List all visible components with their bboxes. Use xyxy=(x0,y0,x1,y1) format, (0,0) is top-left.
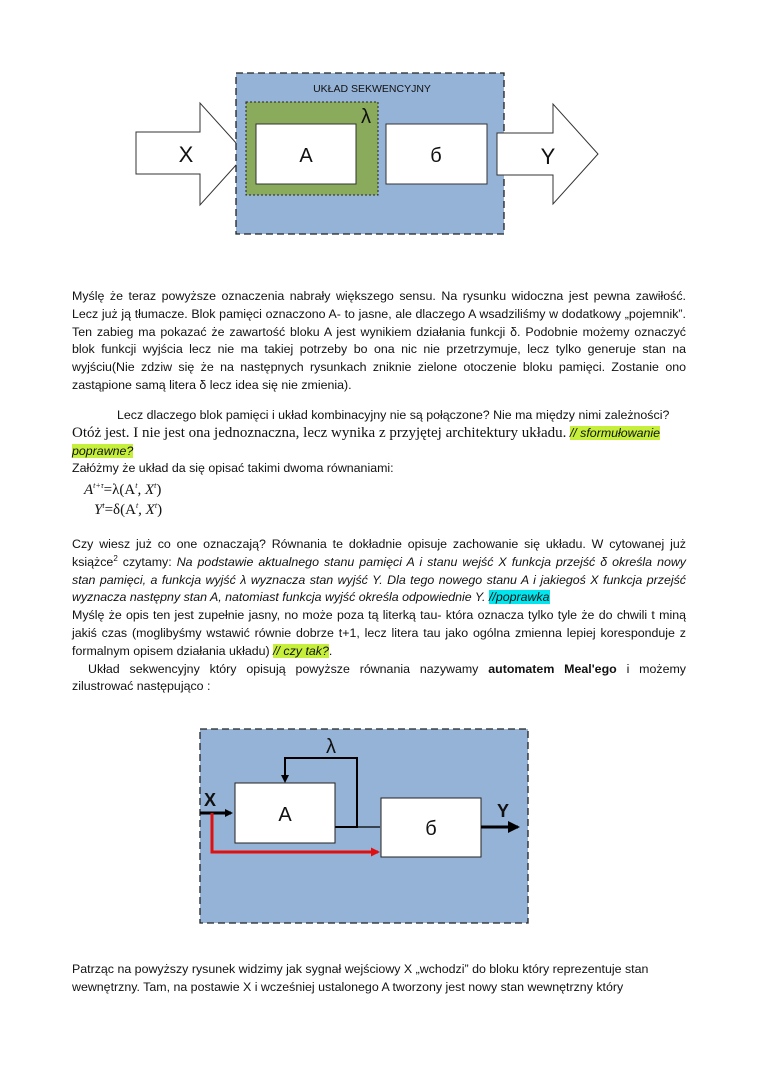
paragraph-1-text: Myślę że teraz powyższe oznaczenia nabrały większego sensu. Na rysunku widoczna jest pewna zawiłość. Lecz już ją tłumacze. Blok pamięci oznaczono A- to jasne, ale dlaczego A wsadziliśmy w dodatkowy „pojemnik”. Ten zabieg ma pokazać że zawartość bloku A jest wynikiem działania funkcji δ. Podobnie możemy oznaczyć blok funkcji wyjścia lecz nie ma takiej potrzeby bo ona nic nie przetrzymuje, lecz tylko generuje stan na wyjściu(Nie zdziw się że na następnych rysunkach zniknie zielone otoczenie bloku pamięci. Zostanie ono zastąpione samą litera δ lecz idea się nie zmienia). xyxy=(72,289,686,392)
paragraph-7 xyxy=(72,961,686,997)
term-mealy-automaton: automatem Meal'ego xyxy=(488,661,617,676)
paragraph-4-text: Czy wiesz już co one oznaczają? Równania te dokładnie opisuje zachowanie się układu. W cytowanej już książce$^2$ czytamy: Na podstawie aktualnego stanu pamięci A i stanu wejść X funkcja przejść δ określa nowy stan pamięci, a funkcja wyjść λ wyznacza stan wyjść Y. Dla tego nowego stanu A i jakiegoś X funkcja przejść wyznacza następny stan A, natomiast funkcja wyjść określa odpowiednie Y. //poprawka xyxy=(72,537,686,605)
paragraph-6-text: Układ sekwencyjny który opisują powyższe równania nazywamy automatem Meal'ego i możemy zilustrować następująco : xyxy=(72,661,686,694)
function-block-label: б xyxy=(430,145,442,167)
block-a-label: A xyxy=(299,145,313,167)
comment-highlight-1: // sformułowanie poprawne? xyxy=(72,425,661,458)
comment-highlight-2: //poprawka xyxy=(488,590,550,605)
equation-1: $A^{t+\tau}=\lambda(A^t$, $X^t$) xyxy=(84,481,162,498)
output-label-y: Y xyxy=(540,144,556,169)
automaton-block-a-label: A xyxy=(278,804,292,826)
circuit-title: UKŁAD SEKWENCYJNY xyxy=(313,83,431,95)
automaton-lambda-label: λ xyxy=(326,736,336,758)
serif-statement: Otóż jest. I nie jest ona jednoznaczna, lecz wynika z przyjętej architektury układu. xyxy=(72,424,567,441)
figure-sequential-circuit xyxy=(0,0,760,260)
paragraph-4 xyxy=(72,536,686,696)
automaton-output-label: Y xyxy=(496,801,510,821)
equation-2: $Y^t=\delta(A^t$, $X^t$) xyxy=(94,501,163,518)
paragraph-7-text: Patrząc na powyższy rysunek widzimy jak sygnał wejściowy X „wchodzi” do bloku który reprezentuje stan wewnętrzny. Tam, na postawie X i wcześniej ustalonego A tworzony jest nowy stan wewnętrzny który xyxy=(72,962,649,994)
paragraph-2 xyxy=(72,407,686,478)
comment-highlight-3: // czy tak? xyxy=(273,643,329,658)
paragraph-1 xyxy=(72,288,686,395)
paragraph-5-text: Myślę że opis ten jest zupełnie jasny, no może poza tą literką tau- która oznacza tylko tyle że do chwili t miną jakiś czas (moglibyśmy wstawić równie dobrze t+1, lecz litera tau jako ogólna zmienna lepiej koresponduje z formalnym opisem działania układu) // czy tak?. xyxy=(72,608,686,658)
book-quote: Na podstawie aktualnego stanu pamięci A i stanu wejść X funkcja przejść δ określa nowy stan pamięci, a funkcja wyjść λ wyznacza stan wyjść Y. Dla tego nowego stanu A i jakiegoś X funkcja przejść wyznacza następny stan A, natomiast funkcja wyjść określa odpowiednie Y. xyxy=(72,554,686,605)
automaton-input-label: X xyxy=(203,790,217,810)
automaton-function-label: б xyxy=(425,818,437,840)
lambda-label: λ xyxy=(361,106,371,128)
paragraph-2-line1: Lecz dlaczego blok pamięci i układ kombinacyjny nie są połączone? Nie ma między nimi zależności? xyxy=(117,408,670,422)
input-label-x: X xyxy=(178,142,194,167)
figure-mealy-automaton xyxy=(0,720,760,935)
paragraph-2-body xyxy=(72,425,686,461)
paragraph-3-text: Załóżmy że układ da się opisać takimi dwoma równaniami: xyxy=(72,461,394,476)
